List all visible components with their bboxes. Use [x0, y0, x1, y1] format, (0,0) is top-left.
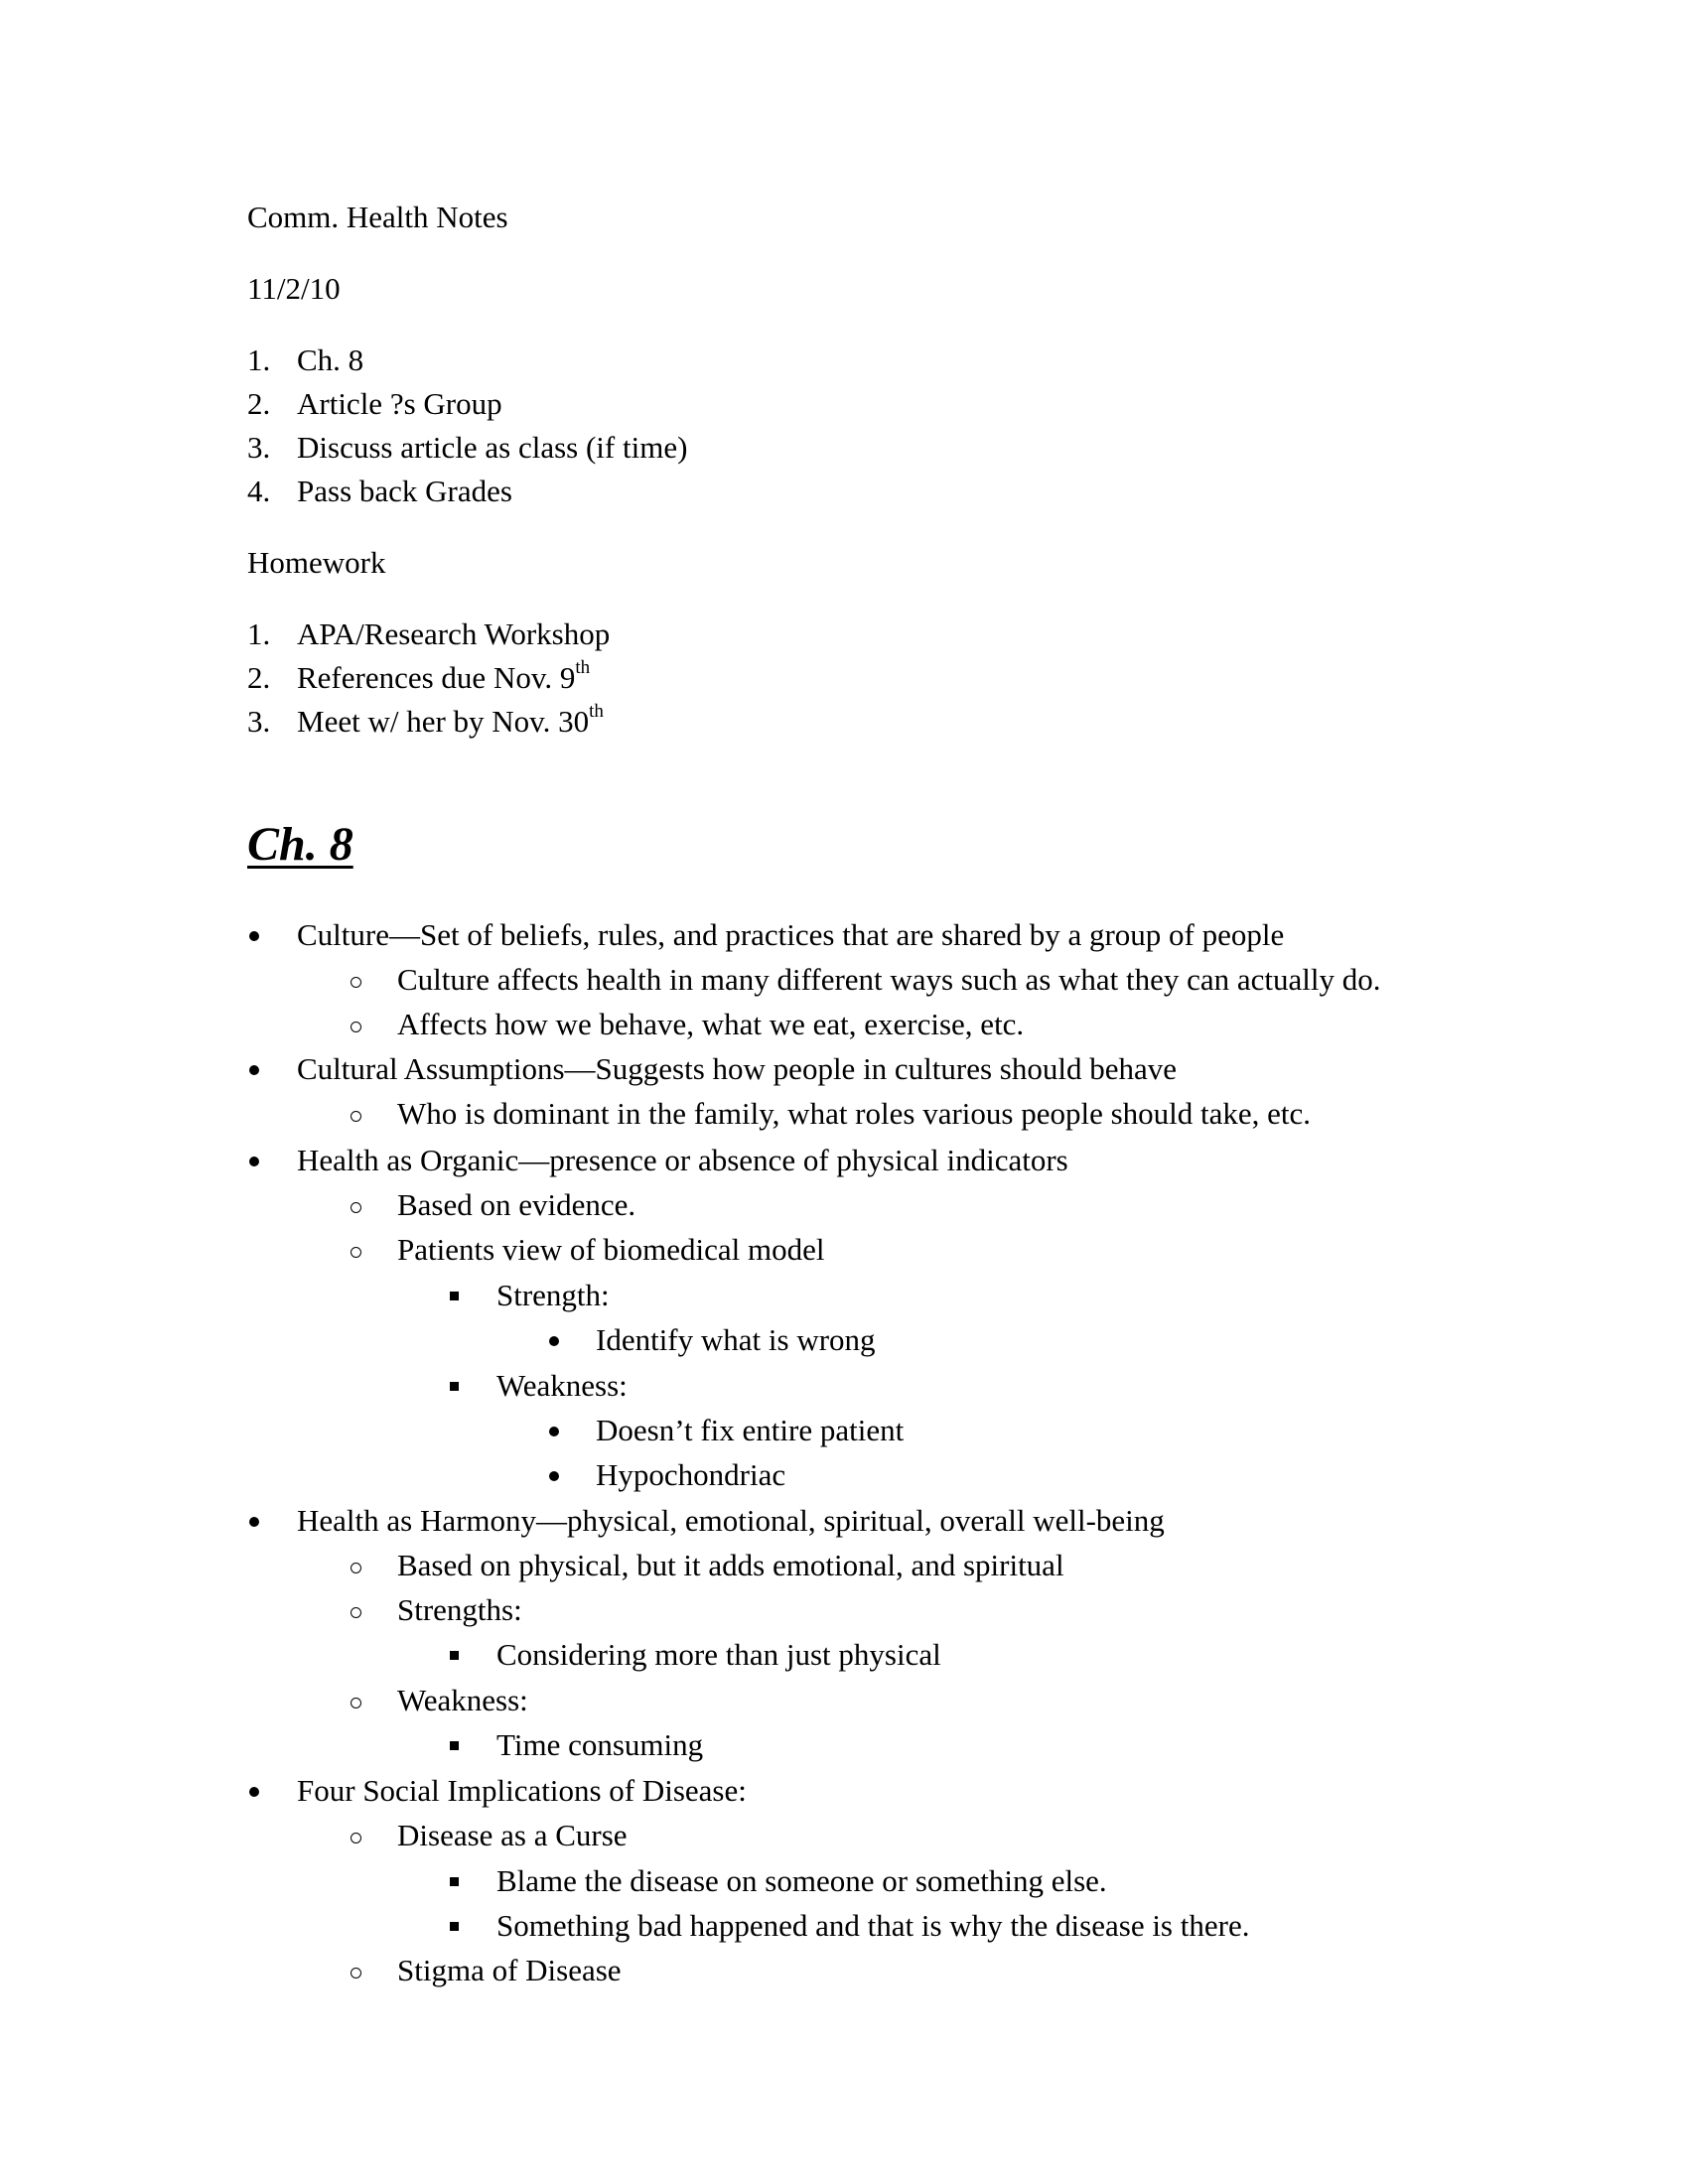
bullet-square-icon [450, 1877, 459, 1886]
outline-item-text: Identify what is wrong [596, 1322, 876, 1357]
bullet-square-icon [450, 1922, 459, 1931]
outline-item-text: Patients view of biomedical model [397, 1232, 825, 1267]
agenda-item-text: Ch. 8 [297, 342, 364, 377]
outline-item-text: Based on physical, but it adds emotional, and spiritual [397, 1548, 1064, 1582]
homework-heading: Homework [247, 545, 386, 580]
notes-date: 11/2/10 [247, 271, 341, 306]
outline-item-text: Blame the disease on someone or something else. [496, 1863, 1107, 1898]
bullet-circle-icon [351, 1111, 361, 1122]
bullet-square-icon [450, 1292, 459, 1300]
outline-item-text: Disease as a Curse [397, 1818, 628, 1852]
homework-item-number: 3. [247, 704, 271, 739]
homework-item-number: 1. [247, 616, 271, 651]
bullet-circle-icon [351, 1833, 361, 1843]
outline-item-text: Four Social Implications of Disease: [297, 1773, 747, 1808]
agenda-item-number: 1. [247, 342, 271, 377]
homework-item-text: Meet w/ her by Nov. 30 [297, 704, 590, 739]
outline-item-text: Strengths: [397, 1592, 522, 1627]
outline-item-text: Health as Harmony—physical, emotional, spiritual, overall well-being [297, 1503, 1165, 1538]
outline-item-text: Affects how we behave, what we eat, exercise, etc. [397, 1007, 1025, 1041]
bullet-square-icon [450, 1382, 459, 1391]
bullet-dot-icon [249, 1787, 259, 1797]
bullet-circle-icon [351, 1247, 361, 1258]
agenda-item-number: 4. [247, 474, 271, 508]
outline-item-text: Something bad happened and that is why the disease is there. [496, 1908, 1250, 1943]
outline-item-text: Health as Organic—presence or absence of physical indicators [297, 1143, 1068, 1177]
agenda-item-text: Article ?s Group [297, 386, 502, 421]
bullet-dot-icon [249, 1517, 259, 1527]
homework-item-number: 2. [247, 660, 271, 695]
agenda-item-number: 2. [247, 386, 271, 421]
bullet-circle-icon [351, 1563, 361, 1573]
outline-item-text: Weakness: [397, 1683, 528, 1717]
homework-item-superscript: th [589, 700, 604, 722]
agenda-item-text: Discuss article as class (if time) [297, 430, 688, 465]
bullet-dot-icon [249, 1157, 259, 1166]
bullet-dot-icon [249, 1065, 259, 1075]
outline-item-text: Hypochondriac [596, 1457, 786, 1492]
outline-item-text: Culture—Set of beliefs, rules, and practices that are shared by a group of people [297, 917, 1285, 952]
homework-item-text-wrap [297, 700, 604, 740]
bullet-dot-icon [549, 1427, 559, 1436]
bullet-circle-icon [351, 1022, 361, 1032]
notes-title: Comm. Health Notes [247, 200, 508, 234]
chapter-heading: Ch. 8 [247, 818, 353, 871]
homework-item-superscript: th [575, 656, 591, 678]
bullet-square-icon [450, 1651, 459, 1660]
bullet-square-icon [450, 1741, 459, 1750]
outline-item-text: Stigma of Disease [397, 1953, 622, 1987]
homework-item-text-wrap [297, 656, 591, 696]
homework-item-text: References due Nov. 9 [297, 660, 576, 695]
bullet-dot-icon [549, 1336, 559, 1346]
agenda-item-text: Pass back Grades [297, 474, 512, 508]
homework-item-text: APA/Research Workshop [297, 616, 611, 651]
outline-item-text: Weakness: [496, 1368, 628, 1403]
bullet-circle-icon [351, 1202, 361, 1213]
outline-item-text: Based on evidence. [397, 1187, 636, 1222]
bullet-circle-icon [351, 1698, 361, 1708]
outline-item-text: Doesn’t fix entire patient [596, 1413, 905, 1447]
outline-item-text: Culture affects health in many different ways such as what they can actually do. [397, 962, 1381, 997]
outline-item-text: Cultural Assumptions—Suggests how people in cultures should behave [297, 1051, 1178, 1086]
bullet-circle-icon [351, 977, 361, 988]
agenda-item-number: 3. [247, 430, 271, 465]
bullet-circle-icon [351, 1607, 361, 1618]
bullet-dot-icon [549, 1471, 559, 1481]
outline-item-text: Time consuming [496, 1727, 704, 1762]
outline-item-text: Considering more than just physical [496, 1637, 941, 1672]
homework-item-text-wrap [297, 615, 610, 652]
bullet-dot-icon [249, 931, 259, 941]
outline-item-text: Strength: [496, 1278, 610, 1312]
outline-item-text: Who is dominant in the family, what roles various people should take, etc. [397, 1096, 1312, 1131]
bullet-circle-icon [351, 1968, 361, 1979]
